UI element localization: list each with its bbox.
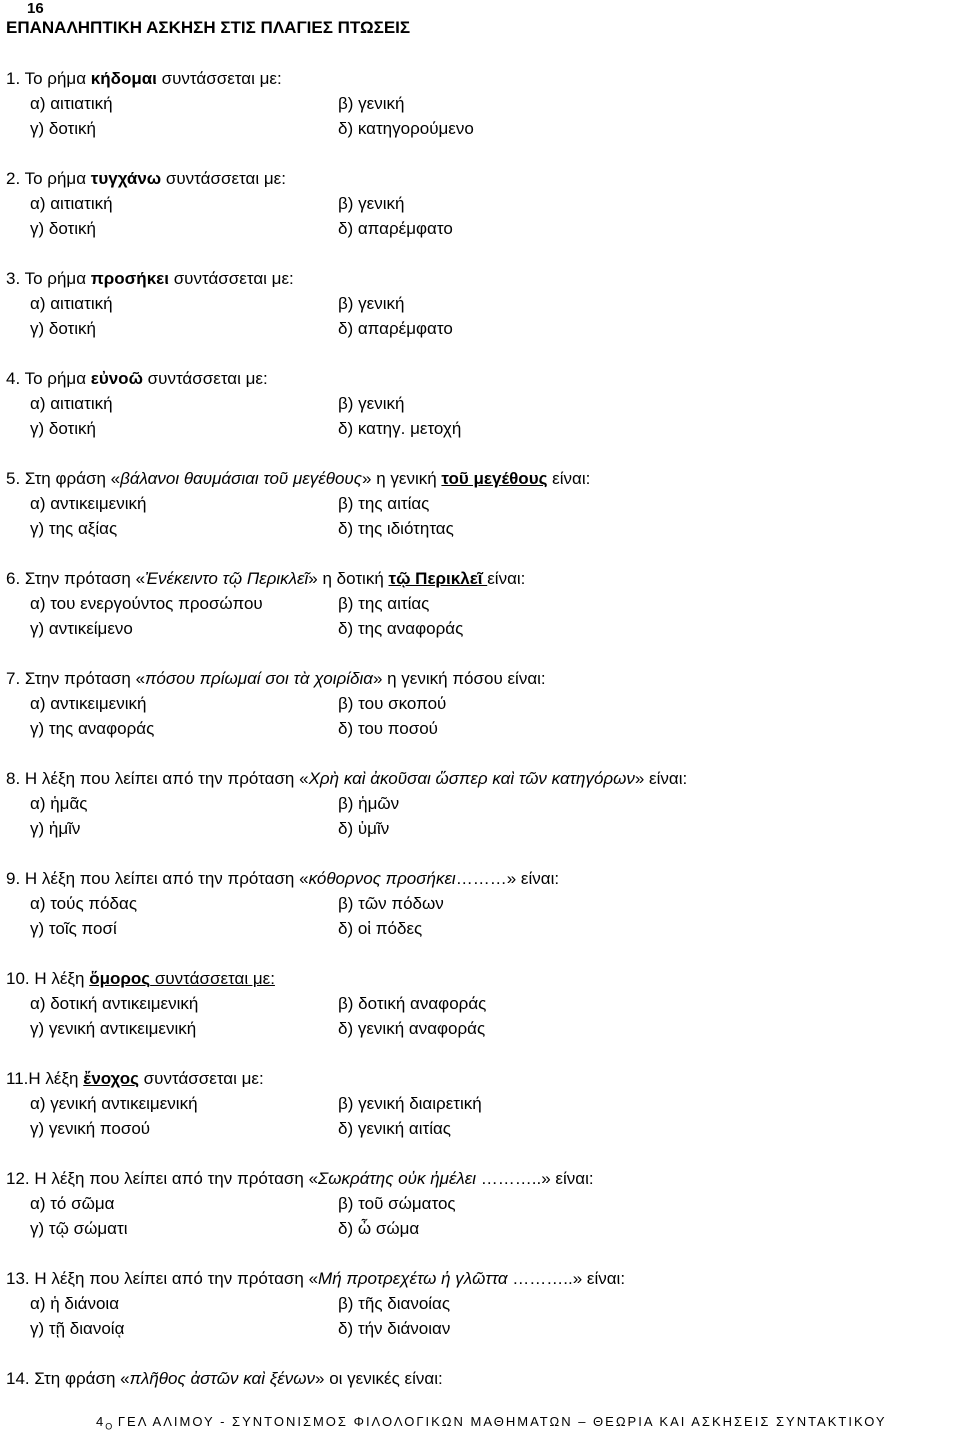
option-row <box>6 1316 946 1341</box>
question-4 <box>6 366 946 441</box>
question-5 <box>6 466 946 541</box>
option-row <box>6 516 946 541</box>
footer-text: ΓΕΛ ΑΛΙΜΟΥ - ΣΥΝΤΟΝΙΣΜΟΣ ΦΙΛΟΛΟΓΙΚΩΝ ΜΑΘΗΜΑΤΩΝ – ΘΕΩΡΙΑ ΚΑΙ ΑΣΚΗΣΕΙΣ ΣΥΝΤΑΚΤΙΚΟΥ <box>112 1414 887 1429</box>
answer-option: β) γενική <box>338 194 405 213</box>
stem-text: 9. Η λέξη που λείπει από την πρόταση « <box>6 869 309 888</box>
stem-text: 2. Το ρήμα <box>6 169 91 188</box>
question-stem <box>6 866 946 891</box>
stem-text: 14. Στη φράση « <box>6 1369 130 1388</box>
answer-option: α) τό σῶμα <box>30 1194 115 1213</box>
question-stem <box>6 266 946 291</box>
answer-option: α) αιτιατική <box>30 94 113 113</box>
stem-keyword: τυγχάνω <box>90 169 162 188</box>
stem-text: 6. Στην πρόταση « <box>6 569 146 588</box>
answer-option: δ) της ιδιότητας <box>338 519 454 538</box>
question-stem <box>6 466 946 491</box>
stem-text: 1. Το ρήμα <box>6 69 91 88</box>
question-12 <box>6 1166 946 1241</box>
answer-option: γ) της αξίας <box>30 519 118 538</box>
question-9 <box>6 866 946 941</box>
answer-option: α) δοτική αντικειμενική <box>30 994 199 1013</box>
option-row <box>6 1016 946 1041</box>
stem-keyword: ἔνοχος <box>83 1069 139 1088</box>
option-row <box>6 816 946 841</box>
stem-keyword: προσήκει <box>90 269 169 288</box>
question-stem <box>6 966 946 991</box>
stem-text: 5. Στη φράση « <box>6 469 121 488</box>
page-title: ΕΠΑΝΑΛΗΠΤΙΚΗ ΑΣΚΗΣΗ ΣΤΙΣ ΠΛΑΓΙΕΣ ΠΤΩΣΕΙΣ <box>6 18 411 37</box>
stem-text: συντάσσεται με: <box>168 269 294 288</box>
answer-option: δ) τήν διάνοιαν <box>338 1319 451 1338</box>
answer-option: γ) δοτική <box>30 219 97 238</box>
page-footer <box>96 1414 887 1432</box>
option-row <box>6 1191 946 1216</box>
answer-option: γ) γενική ποσού <box>30 1119 151 1138</box>
stem-quote: Μή προτρεχέτω ἡ γλῶττα <box>318 1269 508 1288</box>
answer-option: β) τῆς διανοίας <box>338 1294 451 1313</box>
answer-option: γ) τοῖς ποσί <box>30 919 117 938</box>
question-stem <box>6 766 946 791</box>
answer-option: γ) γενική αντικειμενική <box>30 1019 197 1038</box>
answer-option: β) της αιτίας <box>338 594 430 613</box>
stem-text: ………..» είναι: <box>476 1169 594 1188</box>
option-row <box>6 991 946 1016</box>
stem-quote: βάλανοι θαυμάσιαι τοῦ μεγέθους <box>120 469 363 488</box>
stem-text: 10. Η λέξη <box>6 969 90 988</box>
question-2 <box>6 166 946 241</box>
answer-option: δ) του ποσού <box>338 719 438 738</box>
question-8 <box>6 766 946 841</box>
option-row <box>6 416 946 441</box>
answer-option: β) γενική <box>338 94 405 113</box>
option-row <box>6 691 946 716</box>
answer-option: δ) ὑμῖν <box>338 819 390 838</box>
option-row <box>6 791 946 816</box>
stem-keyword: τοῦ μεγέθους <box>441 469 548 488</box>
footer-prefix: 4 <box>96 1414 106 1429</box>
answer-option: δ) κατηγορούμενο <box>338 119 474 138</box>
stem-keyword: ὅμορος <box>89 969 151 988</box>
stem-keyword: κήδομαι <box>90 69 157 88</box>
stem-text: ………..» είναι: <box>507 1269 626 1288</box>
stem-text: » η γενική πόσου είναι: <box>372 669 546 688</box>
answer-option: δ) κατηγ. μετοχή <box>338 419 462 438</box>
answer-option: γ) της αναφοράς <box>30 719 155 738</box>
answer-option: α) γενική αντικειμενική <box>30 1094 198 1113</box>
stem-quote: Χρὴ καὶ ἀκοῦσαι ὥσπερ καὶ τῶν κατηγόρων <box>308 769 635 788</box>
question-stem <box>6 366 946 391</box>
option-row <box>6 1116 946 1141</box>
stem-text: » είναι: <box>634 769 688 788</box>
answer-option: δ) γενική αναφοράς <box>338 1019 486 1038</box>
answer-option: β) τῶν πόδων <box>338 894 444 913</box>
stem-text: συντάσσεται με: <box>161 169 286 188</box>
question-3 <box>6 266 946 341</box>
stem-quote: κόθορνος προσήκει <box>308 869 456 888</box>
footer-superscript: Ο <box>105 1421 113 1432</box>
option-row <box>6 616 946 641</box>
option-row <box>6 591 946 616</box>
answer-option: β) δοτική αναφοράς <box>338 994 487 1013</box>
answer-option: α) αιτιατική <box>30 294 113 313</box>
option-row <box>6 91 946 116</box>
answer-option: δ) ὦ σώμα <box>338 1219 420 1238</box>
stem-text: » οι γενικές είναι: <box>315 1369 443 1388</box>
stem-text: 8. Η λέξη που λείπει από την πρόταση « <box>6 769 309 788</box>
option-row <box>6 391 946 416</box>
stem-quote: πλῆθος ἀστῶν καὶ ξένων <box>129 1369 316 1388</box>
question-7 <box>6 666 946 741</box>
answer-option: δ) οἱ πόδες <box>338 919 423 938</box>
answer-option: γ) ἡμῖν <box>30 819 81 838</box>
question-6 <box>6 566 946 641</box>
answer-option: α) του ενεργούντος προσώπου <box>30 594 263 613</box>
answer-option: γ) αντικείμενο <box>30 619 133 638</box>
option-row <box>6 891 946 916</box>
stem-text: » η γενική <box>362 469 442 488</box>
stem-text: είναι: <box>547 469 591 488</box>
stem-text: 3. Το ρήμα <box>6 269 91 288</box>
answer-option: α) αιτιατική <box>30 194 113 213</box>
question-1 <box>6 66 946 141</box>
answer-option: α) ἡ διάνοια <box>30 1294 120 1313</box>
stem-text: 12. Η λέξη που λείπει από την πρόταση « <box>6 1169 319 1188</box>
answer-option: δ) απαρέμφατο <box>338 319 453 338</box>
question-14 <box>6 1366 946 1391</box>
option-row <box>6 191 946 216</box>
question-stem <box>6 166 946 191</box>
stem-quote: Ἐνέκειντο τῷ Περικλεῖ <box>145 569 309 588</box>
option-row <box>6 716 946 741</box>
stem-text: συντάσσεται με: <box>150 969 275 988</box>
stem-quote: πόσου πρίωμαί σοι τὰ χοιρίδια <box>145 669 373 688</box>
option-row <box>6 291 946 316</box>
answer-option: β) τοῦ σώματος <box>338 1194 456 1213</box>
stem-text: συντάσσεται με: <box>138 1069 264 1088</box>
stem-text: 7. Στην πρόταση « <box>6 669 146 688</box>
answer-option: γ) δοτική <box>30 419 97 438</box>
answer-option: α) τούς πόδας <box>30 894 138 913</box>
option-row <box>6 316 946 341</box>
option-row <box>6 491 946 516</box>
answer-option: α) ἡμᾶς <box>30 794 88 813</box>
stem-text: 13. Η λέξη που λείπει από την πρόταση « <box>6 1269 319 1288</box>
option-row <box>6 1291 946 1316</box>
answer-option: β) ἡμῶν <box>338 794 400 813</box>
answer-option: α) αντικειμενική <box>30 694 147 713</box>
question-stem <box>6 666 946 691</box>
question-stem <box>6 1066 946 1091</box>
answer-option: β) γενική <box>338 394 405 413</box>
page-number: 16 <box>27 0 44 17</box>
stem-text: είναι: <box>487 569 526 588</box>
answer-option: β) γενική <box>338 294 405 313</box>
stem-keyword: τῷ Περικλεῖ <box>388 569 488 588</box>
answer-option: β) γενική διαιρετική <box>338 1094 482 1113</box>
stem-text: ………» είναι: <box>455 869 560 888</box>
question-13 <box>6 1266 946 1341</box>
question-stem <box>6 1266 946 1291</box>
stem-text: 11.Η λέξη <box>6 1069 84 1088</box>
stem-text: συντάσσεται με: <box>142 369 268 388</box>
option-row <box>6 1091 946 1116</box>
answer-option: γ) δοτική <box>30 119 97 138</box>
answer-option: α) αιτιατική <box>30 394 113 413</box>
question-11 <box>6 1066 946 1141</box>
answer-option: α) αντικειμενική <box>30 494 147 513</box>
question-stem <box>6 1166 946 1191</box>
option-row <box>6 116 946 141</box>
option-row <box>6 216 946 241</box>
question-stem <box>6 1366 946 1391</box>
question-stem <box>6 566 946 591</box>
option-row <box>6 1216 946 1241</box>
question-10 <box>6 966 946 1041</box>
answer-option: β) του σκοπού <box>338 694 447 713</box>
answer-option: γ) τῷ σώματι <box>30 1219 128 1238</box>
answer-option: δ) γενική αιτίας <box>338 1119 451 1138</box>
stem-keyword: εὐνοῶ <box>90 369 143 388</box>
stem-text: συντάσσεται με: <box>156 69 282 88</box>
stem-text: 4. Το ρήμα <box>6 369 91 388</box>
answer-option: γ) δοτική <box>30 319 97 338</box>
answer-option: γ) τῇ διανοίᾳ <box>30 1319 125 1338</box>
question-stem <box>6 66 946 91</box>
option-row <box>6 916 946 941</box>
answer-option: δ) της αναφοράς <box>338 619 464 638</box>
answer-option: δ) απαρέμφατο <box>338 219 453 238</box>
stem-quote: Σωκράτης οὐκ ἠμέλει <box>318 1169 477 1188</box>
stem-text: » η δοτική <box>308 569 389 588</box>
answer-option: β) της αιτίας <box>338 494 430 513</box>
